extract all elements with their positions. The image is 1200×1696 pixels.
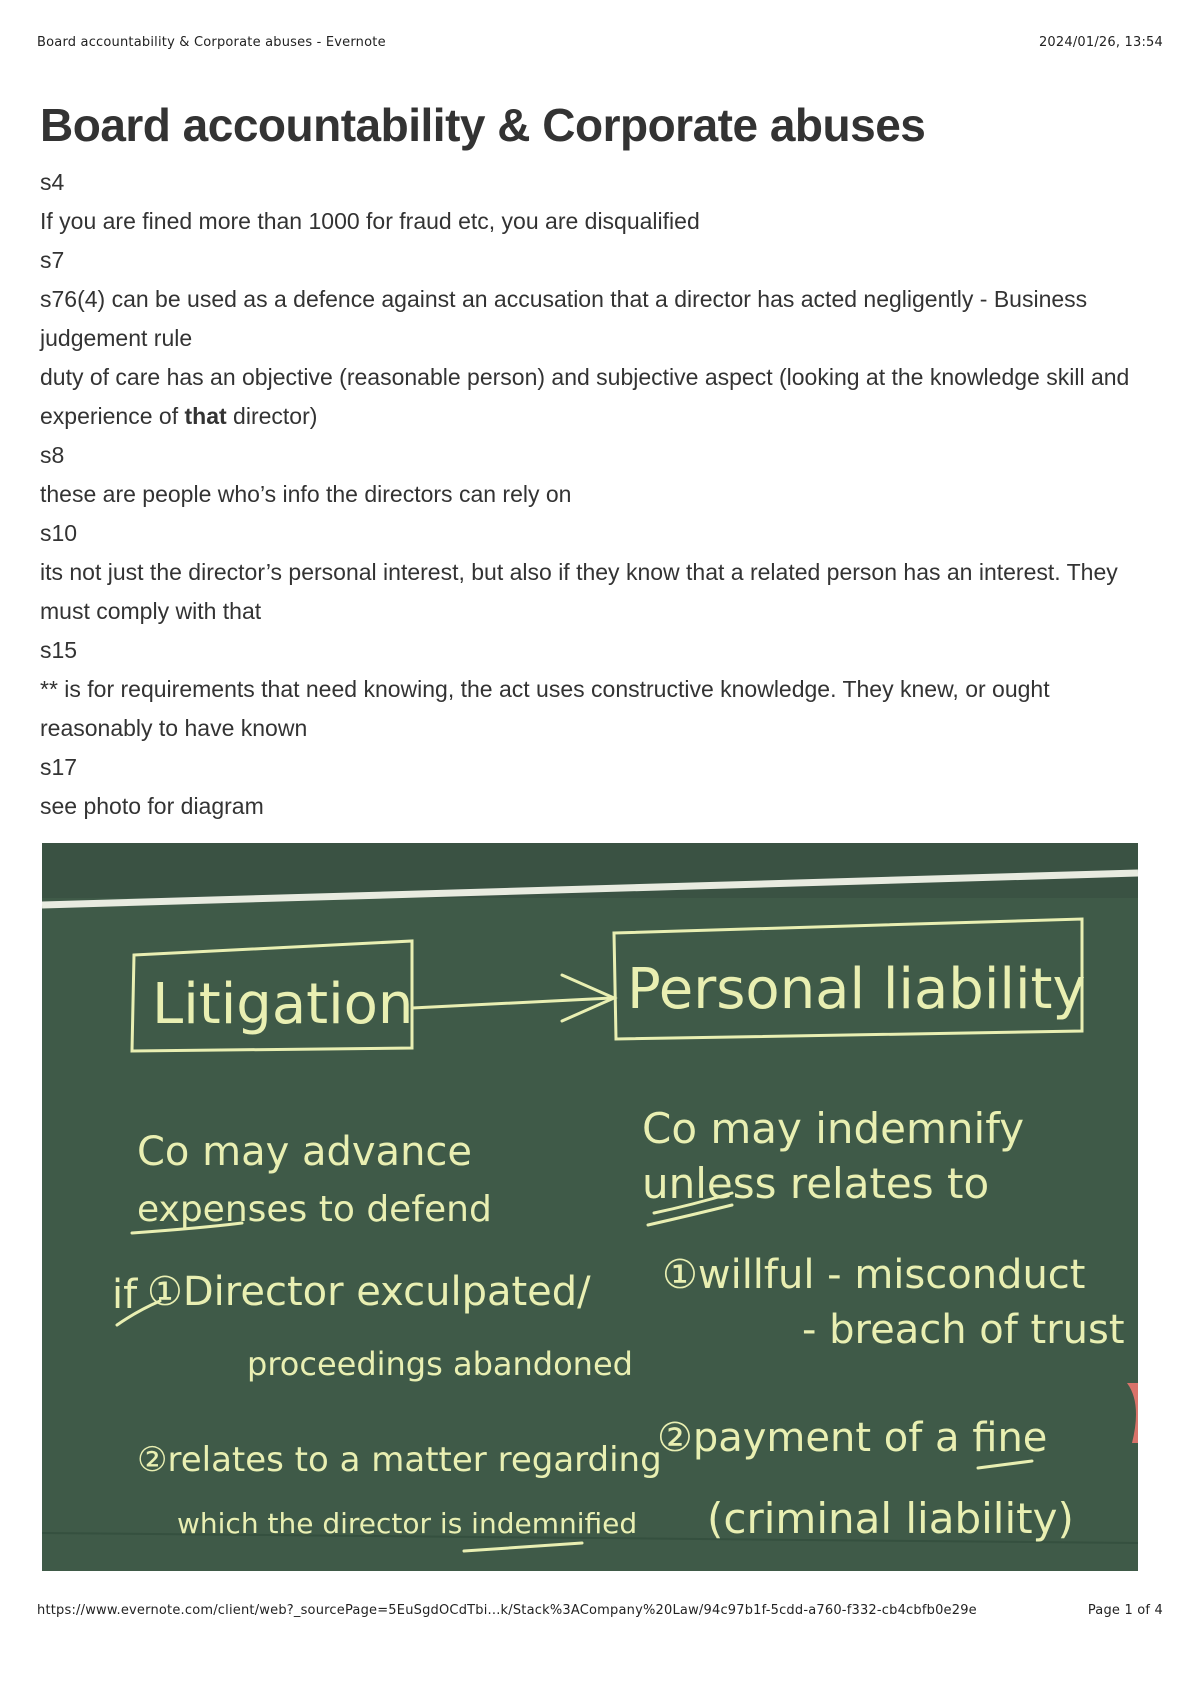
note-line: s4 xyxy=(40,169,65,195)
note-line: its not just the director’s personal interest, but also if they know that a related person has an interest. They must comply with that xyxy=(40,559,1118,624)
note-line: If you are fined more than 1000 for fraud etc, you are disqualified xyxy=(40,208,700,234)
right-line-6: (criminal liability) xyxy=(707,1494,1074,1543)
left-line-4: ①Director exculpated/ xyxy=(147,1269,591,1315)
bold-word: that xyxy=(184,403,227,429)
left-line-6: ②relates to a matter regarding xyxy=(137,1440,662,1480)
right-line-3: ①willful - misconduct xyxy=(662,1252,1086,1298)
left-line-5: proceedings abandoned xyxy=(247,1345,633,1383)
note-line: s8 xyxy=(40,442,65,468)
note-line: s15 xyxy=(40,637,78,663)
note-line: s7 xyxy=(40,247,65,273)
right-line-1: Co may indemnify xyxy=(642,1104,1025,1153)
note-line: s76(4) can be used as a defence against an accusation that a director has acted negligently - Business judgement rule xyxy=(40,286,1088,351)
note-line-text: director) xyxy=(226,403,318,429)
note-line: s17 xyxy=(40,754,78,780)
header-title: Board accountability & Corporate abuses - Evernote xyxy=(37,35,386,50)
print-footer xyxy=(37,1603,1163,1618)
chalkboard-drawing xyxy=(42,843,1138,1571)
right-line-4: - breach of trust xyxy=(802,1307,1125,1353)
right-line-2: unless relates to xyxy=(642,1159,990,1208)
page-number: Page 1 of 4 xyxy=(1087,1603,1163,1618)
note-body xyxy=(40,163,1160,826)
print-header xyxy=(37,35,1163,50)
header-timestamp: 2024/01/26, 13:54 xyxy=(1038,35,1163,50)
note-line: s10 xyxy=(40,520,78,546)
left-line-1: Co may advance xyxy=(137,1129,473,1175)
chalkboard-photo xyxy=(42,843,1138,1571)
right-line-5: ②payment of a fine xyxy=(657,1415,1048,1461)
note-line: ** is for requirements that need knowing, the act uses constructive knowledge. They knew, or ought reasonably to have known xyxy=(40,676,1050,741)
left-line-2: expenses to defend xyxy=(137,1189,492,1230)
note-line xyxy=(40,358,1160,436)
footer-url: https://www.evernote.com/client/web?_sourcePage=5EuSgdOCdTbi...k/Stack%3ACompany%20Law/94c97b1f-5cdd-a760-f332-cb4cbfb0e29e xyxy=(37,1603,977,1618)
left-line-3: if xyxy=(112,1272,138,1318)
note-line: these are people who’s info the directors can rely on xyxy=(40,481,572,507)
note-title: Board accountability & Corporate abuses xyxy=(40,99,926,151)
note-line: see photo for diagram xyxy=(40,793,264,819)
note-line-text: duty of care has an objective (reasonable person) and subjective aspect (looking at the knowledge skill and experience of xyxy=(40,364,1130,429)
right-box-label: Personal liability xyxy=(627,957,1086,1022)
left-line-7: which the director is indemnified xyxy=(177,1507,638,1540)
left-box-label: Litigation xyxy=(152,972,414,1037)
